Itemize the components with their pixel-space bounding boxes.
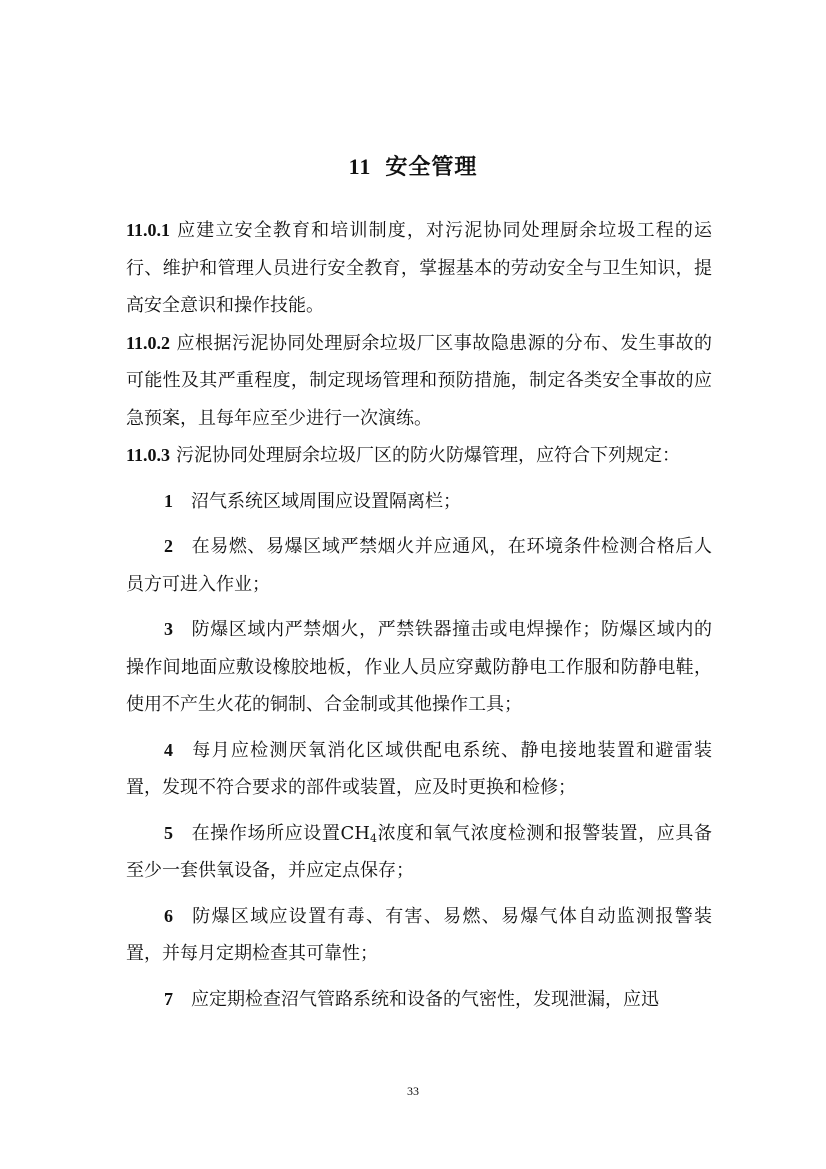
subscript: 4 — [369, 831, 377, 845]
list-item — [126, 732, 712, 807]
list-item — [126, 611, 712, 724]
list-item — [126, 815, 712, 890]
item-text: 应定期检查沼气管路系统和设备的气密性，发现泄漏，应迅 — [191, 988, 659, 1010]
chapter-title-text: 安全管理 — [385, 154, 478, 180]
chapter-title — [0, 150, 826, 181]
item-number: 1 — [164, 490, 173, 511]
item-text: 在易燃、易爆区域严禁烟火并应通风，在环境条件检测合格后人员方可进入作业； — [126, 536, 712, 595]
clause-number: 11.0.1 — [126, 220, 171, 240]
item-text: 沼气系统区域周围应设置隔离栏； — [191, 490, 461, 512]
clause-text: 污泥协同处理厨余垃圾厂区的防火防爆管理，应符合下列规定： — [176, 445, 681, 466]
clause-11-0-1 — [126, 212, 712, 325]
list-item — [126, 898, 712, 973]
list-item — [126, 528, 712, 603]
clause-11-0-2 — [126, 325, 712, 438]
item-number: 5 — [164, 822, 173, 843]
page-number: 33 — [407, 1084, 419, 1098]
item-number: 3 — [164, 619, 173, 639]
clause-text: 应建立安全教育和培训制度，对污泥协同处理厨余垃圾工程的运行、维护和管理人员进行安全教育，掌握基本的劳动安全与卫生知识，提高安全意识和操作技能。 — [126, 220, 712, 316]
body-text — [126, 212, 712, 1018]
item-text-before: 在操作场所应设置CH — [191, 822, 370, 844]
item-number: 4 — [164, 739, 173, 760]
item-text: 每月应检测厌氧消化区域供配电系统、静电接地装置和避雷装置，发现不符合要求的部件或装置，应及时更换和检修； — [126, 739, 712, 798]
item-number: 7 — [164, 988, 173, 1009]
item-text: 防爆区域应设置有毒、有害、易燃、易爆气体自动监测报警装置，并每月定期检查其可靠性； — [126, 905, 712, 964]
clause-number: 11.0.2 — [126, 332, 171, 353]
chapter-number: 11 — [348, 154, 372, 179]
clause-text: 应根据污泥协同处理厨余垃圾厂区事故隐患源的分布、发生事故的可能性及其严重程度，制定现场管理和预防措施，制定各类安全事故的应急预案，且每年应至少进行一次演练。 — [126, 332, 712, 429]
item-text-after: 浓度和氧气浓度检测和报警装置，应具备至少一套供氧设备，并应定点保存； — [126, 822, 712, 881]
item-text: 防爆区域内严禁烟火，严禁铁器撞击或电焊操作；防爆区域内的操作间地面应敷设橡胶地板，作业人员应穿戴防静电工作服和防静电鞋，使用不产生火花的铜制、合金制或其他操作工具； — [126, 619, 712, 715]
clause-11-0-3 — [126, 437, 712, 475]
item-number: 6 — [164, 905, 173, 926]
list-item — [126, 483, 712, 521]
item-number: 2 — [164, 536, 173, 556]
list-item — [126, 981, 712, 1019]
clause-number: 11.0.3 — [126, 445, 171, 465]
